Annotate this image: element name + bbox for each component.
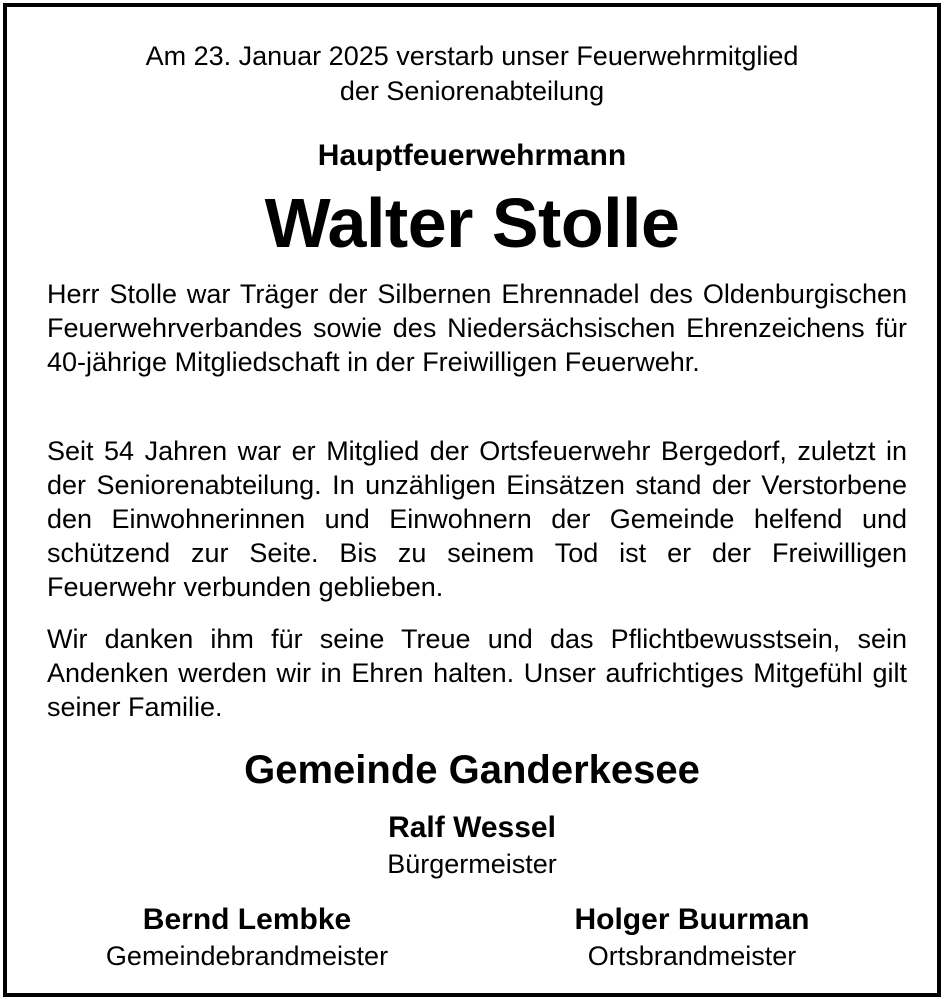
intro-text [7, 39, 937, 109]
signatory-name: Ralf Wessel [388, 811, 556, 844]
organization-name: Gemeinde Ganderkesee [244, 748, 700, 792]
paragraph-thanks: Wir danken ihm für seine Treue und das Pflichtbewusstsein, sein Andenken werden wir in Ehren halten. Unser aufrichtiges Mitgefühl gilt seiner Familie. [47, 624, 907, 722]
rank-title: Hauptfeuerwehrmann [317, 139, 627, 172]
intro-line-2: der Seniorenabteilung [339, 76, 605, 106]
signatory-mayor [7, 809, 937, 881]
paragraph-service: Seit 54 Jahren war er Mitglied der Ortsfeuerwehr Bergedorf, zuletzt in der Seniorenabteilung. In unzähligen Einsätzen stand der Verstorbene den Einwohnerinnen und Einwohnern der Gemeinde helfend und schützend zur Seite. Bis zu seinem Tod ist er der Freiwilligen Feuerwehr verbunden geblieben. [47, 436, 907, 602]
obituary-notice [3, 3, 941, 997]
signatory-name: Bernd Lembke [142, 903, 352, 936]
signatory-fire-chief [47, 901, 447, 973]
signatory-role: Bürgermeister [387, 849, 557, 879]
deceased-name: Walter Stolle [264, 184, 680, 262]
intro-line-1: Am 23. Januar 2025 verstarb unser Feuerwehrmitglied [145, 41, 799, 71]
signatory-role: Ortsbrandmeister [587, 941, 797, 971]
signatory-name: Holger Buurman [574, 903, 810, 936]
signatory-role: Gemeindebrandmeister [105, 941, 389, 971]
paragraph-honors: Herr Stolle war Träger der Silbernen Ehrennadel des Oldenburgischen Feuerwehrverbandes sowie des Niedersächsischen Ehrenzeichens für 40-jährige Mitgliedschaft in der Freiwilligen Feuerwehr. [47, 279, 907, 377]
signatory-local-chief [492, 901, 892, 973]
